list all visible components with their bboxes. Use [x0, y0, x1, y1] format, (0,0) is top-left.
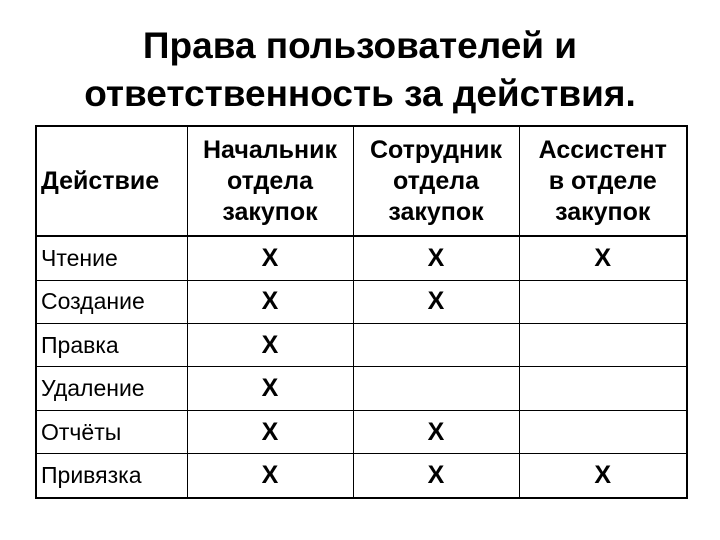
permission-mark: X — [353, 410, 519, 453]
permission-mark — [353, 324, 519, 367]
header-action: Действие — [36, 126, 187, 236]
header-role-line: закупок — [555, 197, 651, 226]
header-role-line: Ассистент — [538, 135, 667, 164]
table-row — [36, 280, 687, 323]
table-row — [36, 410, 687, 453]
header-role-line: в отделе — [548, 166, 657, 195]
row-action: Привязка — [36, 454, 187, 498]
permission-mark: X — [519, 236, 687, 280]
slide-title — [0, 22, 720, 118]
header-role-head-of-department — [187, 126, 353, 236]
table-row — [36, 324, 687, 367]
permissions-table — [35, 125, 688, 499]
row-action: Отчёты — [36, 410, 187, 453]
permission-mark — [519, 324, 687, 367]
permission-mark — [519, 367, 687, 410]
row-action: Чтение — [36, 236, 187, 280]
row-action: Правка — [36, 324, 187, 367]
permission-mark: X — [519, 454, 687, 498]
header-role-line: Сотрудник — [369, 135, 503, 164]
permission-mark: X — [187, 280, 353, 323]
slide-title-line-2: ответственность за действия. — [84, 73, 636, 114]
header-role-line: закупок — [388, 197, 484, 226]
header-role-line: отдела — [392, 166, 480, 195]
row-action: Удаление — [36, 367, 187, 410]
permission-mark — [353, 367, 519, 410]
header-role-line: Начальник — [203, 135, 337, 164]
table-row — [36, 236, 687, 280]
permission-mark: X — [187, 367, 353, 410]
permission-mark: X — [187, 454, 353, 498]
permission-mark: X — [353, 236, 519, 280]
permission-mark — [519, 410, 687, 453]
header-role-assistant — [519, 126, 687, 236]
permission-mark: X — [353, 280, 519, 323]
row-action: Создание — [36, 280, 187, 323]
table-row — [36, 454, 687, 498]
header-role-line: закупок — [222, 197, 318, 226]
permission-mark: X — [353, 454, 519, 498]
permission-mark: X — [187, 236, 353, 280]
slide-title-line-1: Права пользователей и — [142, 25, 578, 66]
header-role-line: отдела — [226, 166, 314, 195]
permission-mark: X — [187, 410, 353, 453]
table-row — [36, 367, 687, 410]
permission-mark — [519, 280, 687, 323]
permission-mark: X — [187, 324, 353, 367]
table-header-row — [36, 126, 687, 236]
header-role-employee — [353, 126, 519, 236]
